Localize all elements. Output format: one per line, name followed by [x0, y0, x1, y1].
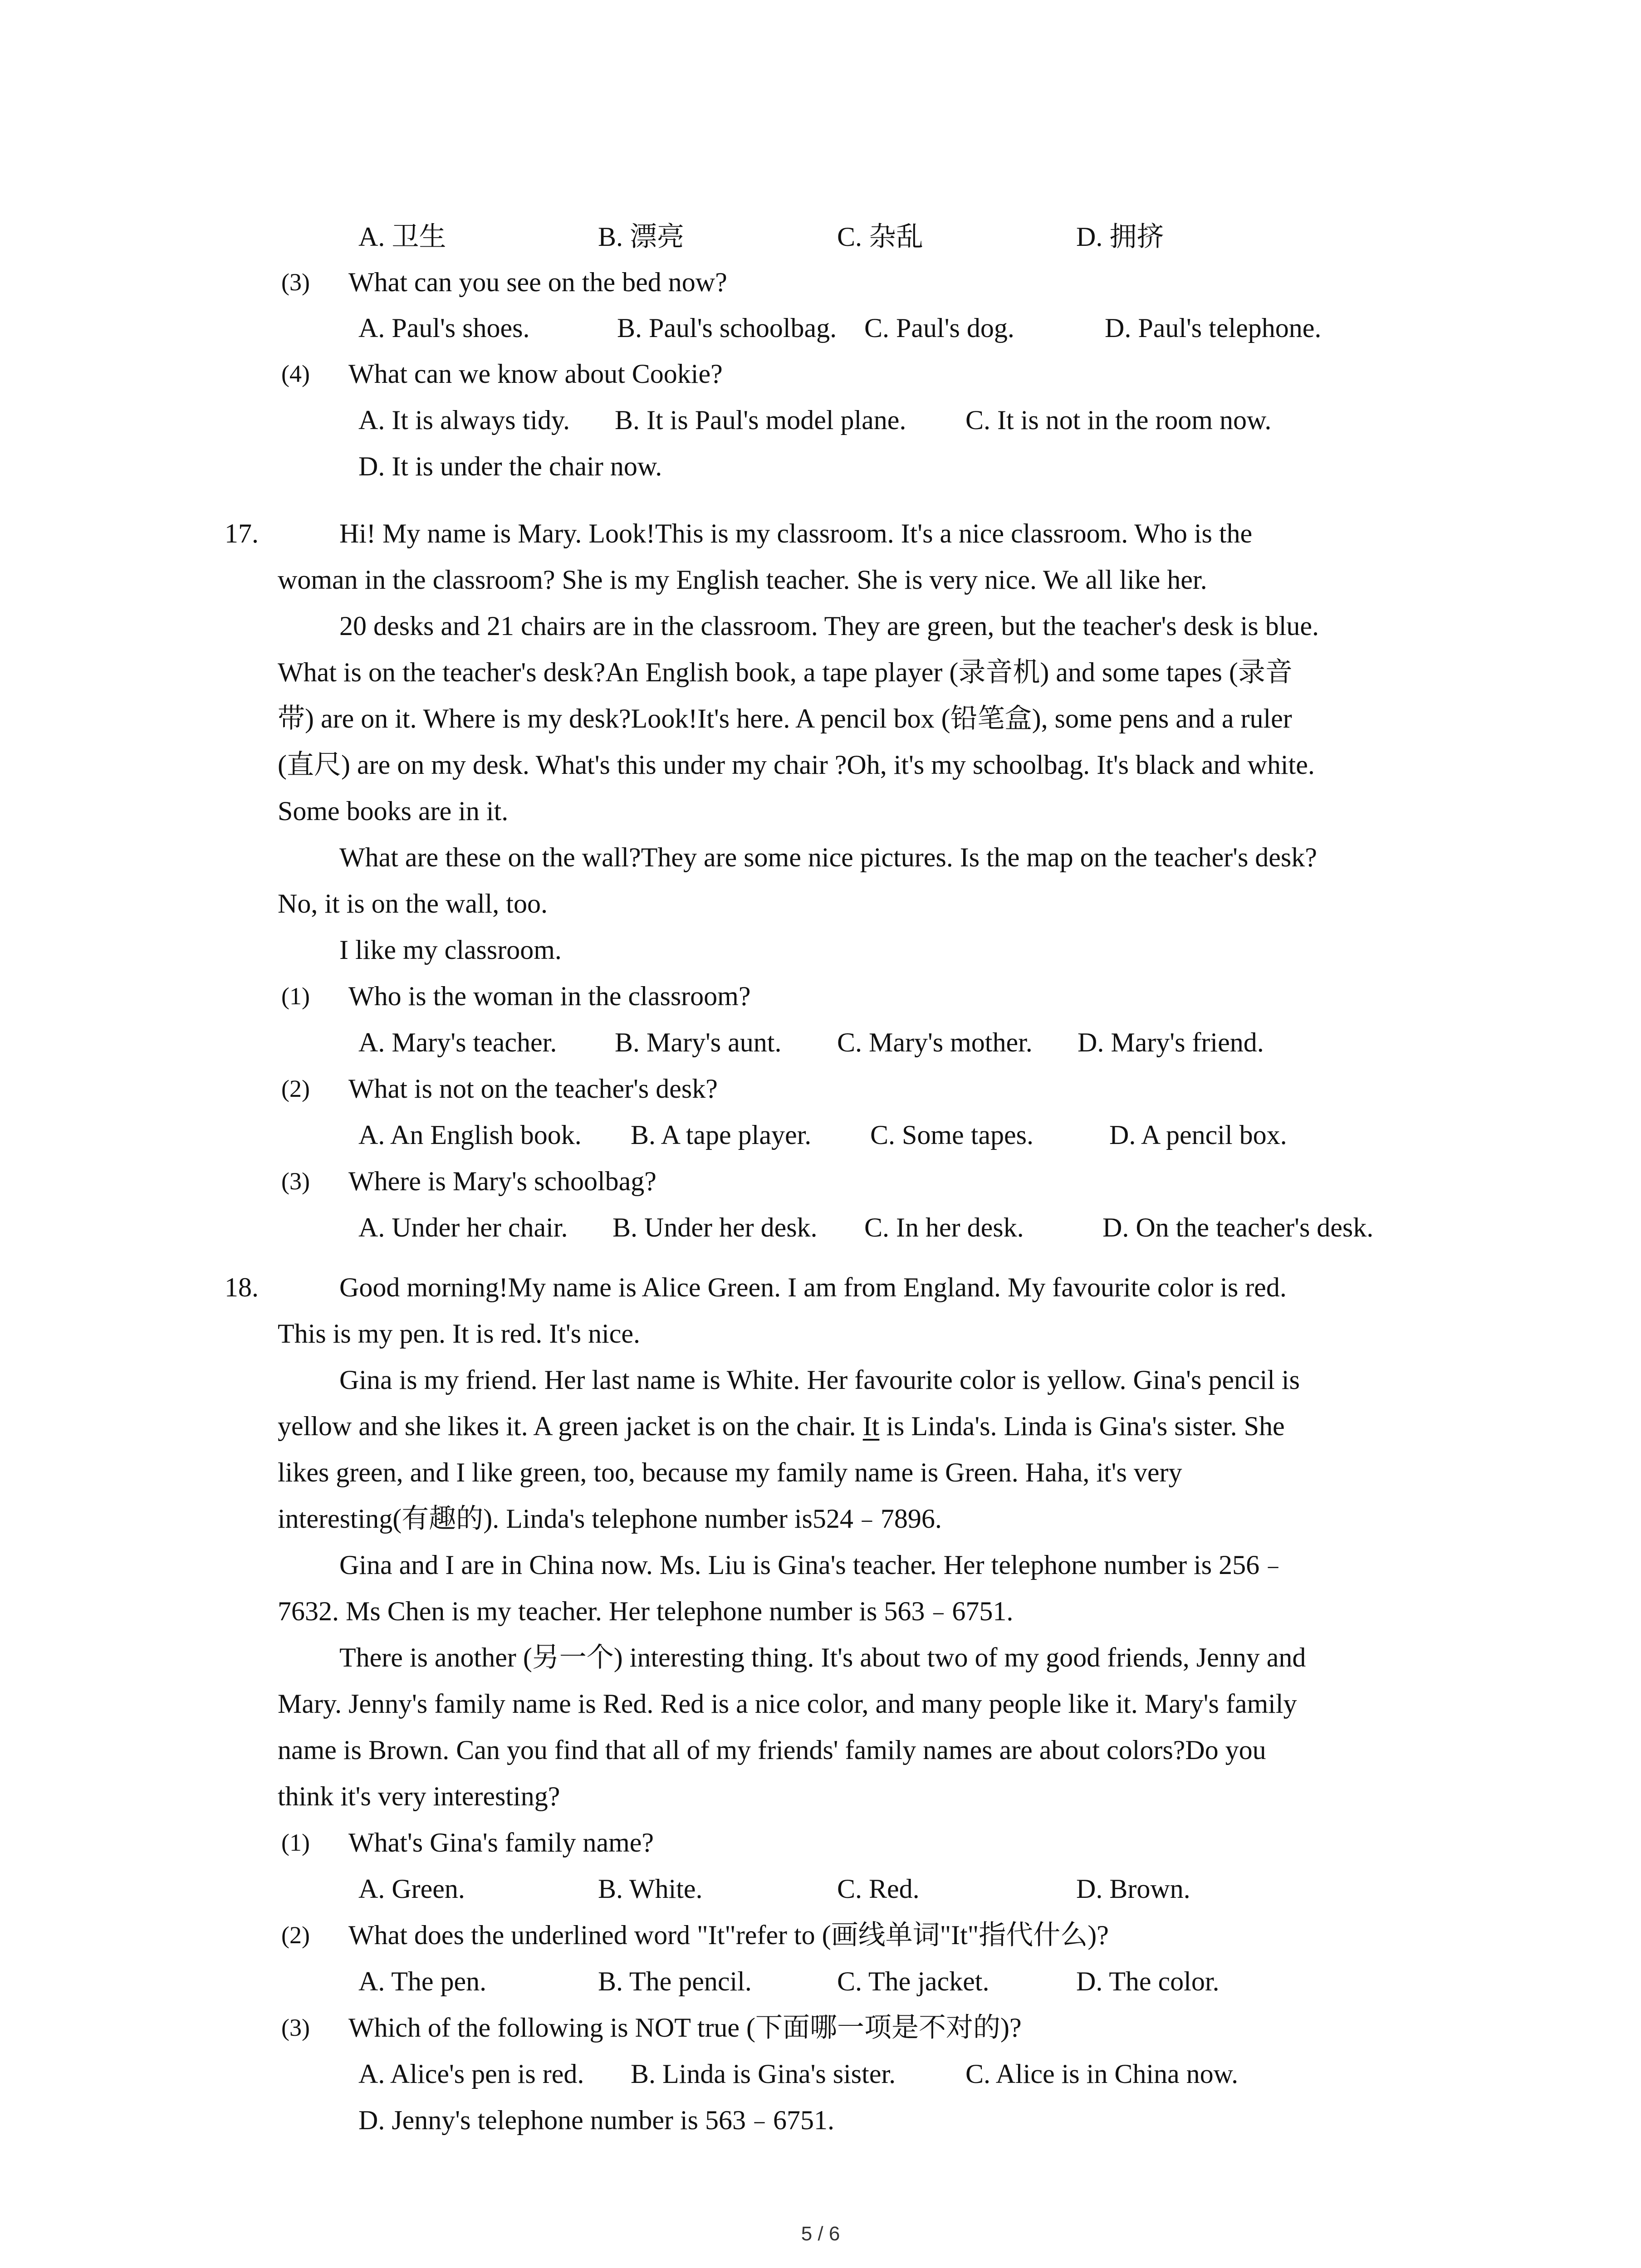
q16-4-option-a: A. It is always tidy. [358, 405, 570, 435]
q17-1-option-b: B. Mary's aunt. [615, 1027, 782, 1057]
underlined-word-it: It [862, 1411, 880, 1441]
q17-number: 17. [225, 518, 259, 548]
q18-3-option-c: C. Alice is in China now. [965, 2059, 1239, 2089]
q17-1-option-d: D. Mary's friend. [1078, 1027, 1264, 1057]
q17-1-number: (1) [281, 982, 310, 1010]
q17-2-option-b: B. A tape player. [631, 1120, 812, 1150]
q17-passage-line: 带) are on it. Where is my desk?Look!It's here. A pencil box (铅笔盒), some pens and a ruler [278, 704, 1292, 733]
q17-passage-line: What is on the teacher's desk?An English book, a tape player (录音机) and some tapes (录音 [278, 657, 1293, 687]
q16-4-option-b: B. It is Paul's model plane. [615, 405, 906, 435]
q17-passage-line: What are these on the wall?They are some nice pictures. Is the map on the teacher's desk? [339, 842, 1317, 872]
q17-passage-line: Some books are in it. [278, 796, 509, 826]
q18-passage-line: This is my pen. It is red. It's nice. [278, 1319, 641, 1349]
q18-passage-line: likes green, and I like green, too, because my family name is Green. Haha, it's very [278, 1457, 1182, 1487]
q16-3-question: What can you see on the bed now? [348, 267, 727, 297]
q18-number: 18. [225, 1272, 259, 1302]
q16-3-option-c: C. Paul's dog. [864, 313, 1014, 343]
q16-2-option-d: D. 拥挤 [1076, 222, 1164, 252]
q16-2-option-b: B. 漂亮 [598, 222, 685, 252]
q17-passage-line: woman in the classroom? She is my English teacher. She is very nice. We all like her. [278, 565, 1207, 595]
page-number: 5 / 6 [801, 2223, 840, 2245]
q17-2-number: (2) [281, 1075, 310, 1102]
q18-3-number: (3) [281, 2014, 310, 2041]
q16-3-option-b: B. Paul's schoolbag. [617, 313, 837, 343]
q18-3-question: Which of the following is NOT true (下面哪一项是不对的)? [348, 2013, 1022, 2043]
q17-passage-line: Hi! My name is Mary. Look!This is my classroom. It's a nice classroom. Who is the [339, 518, 1253, 548]
q16-2-option-a: A. 卫生 [358, 222, 446, 252]
q18-2-question: What does the underlined word "It"refer to (画线单词"It"指代什么)? [348, 1920, 1109, 1950]
q17-2-option-d: D. A pencil box. [1109, 1120, 1287, 1150]
q18-passage-segment: yellow and she likes it. A green jacket is on the chair. [278, 1411, 856, 1441]
q18-1-option-d: D. Brown. [1076, 1874, 1190, 1904]
q18-3-option-b: B. Linda is Gina's sister. [631, 2059, 896, 2089]
q18-1-number: (1) [281, 1829, 310, 1856]
q18-passage-line: There is another (另一个) interesting thing. It's about two of my good friends, Jenny and [339, 1642, 1306, 1672]
q18-2-number: (2) [281, 1921, 310, 1949]
q16-3-option-a: A. Paul's shoes. [358, 313, 530, 343]
q16-3-number: (3) [281, 269, 310, 296]
q18-passage-line: Gina is my friend. Her last name is White. Her favourite color is yellow. Gina's pencil is [339, 1365, 1300, 1395]
q18-3-option-a: A. Alice's pen is red. [358, 2059, 584, 2089]
q18-passage-line: think it's very interesting? [278, 1781, 560, 1811]
q17-2-question: What is not on the teacher's desk? [348, 1074, 718, 1104]
q17-1-option-a: A. Mary's teacher. [358, 1027, 557, 1057]
q17-1-question: Who is the woman in the classroom? [348, 981, 751, 1011]
q18-1-option-a: A. Green. [358, 1874, 465, 1904]
q17-1-option-c: C. Mary's mother. [837, 1027, 1033, 1057]
q18-passage-line: Mary. Jenny's family name is Red. Red is a nice color, and many people like it. Mary's family [278, 1689, 1297, 1719]
q18-passage-line: Good morning!My name is Alice Green. I am from England. My favourite color is red. [339, 1272, 1287, 1302]
q17-passage-line: 20 desks and 21 chairs are in the classroom. They are green, but the teacher's desk is blue. [339, 611, 1319, 641]
q17-passage-line: I like my classroom. [339, 935, 562, 965]
q16-4-number: (4) [281, 360, 310, 387]
q17-3-option-d: D. On the teacher's desk. [1102, 1212, 1374, 1242]
q17-passage-line: No, it is on the wall, too. [278, 889, 548, 919]
q17-passage-line: (直尺) are on my desk. What's this under my chair ?Oh, it's my schoolbag. It's black and white. [278, 750, 1315, 780]
q18-1-option-c: C. Red. [837, 1874, 920, 1904]
q18-2-option-c: C. The jacket. [837, 1966, 989, 1996]
q18-2-option-d: D. The color. [1076, 1966, 1220, 1996]
q17-2-option-c: C. Some tapes. [870, 1120, 1034, 1150]
q17-2-option-a: A. An English book. [358, 1120, 582, 1150]
q17-3-option-a: A. Under her chair. [358, 1212, 568, 1242]
q18-2-option-b: B. The pencil. [598, 1966, 752, 1996]
q16-2-option-c: C. 杂乱 [837, 222, 924, 252]
q18-3-option-d: D. Jenny's telephone number is 563﹣6751. [358, 2105, 835, 2135]
q18-passage-line [278, 1409, 1285, 1443]
q18-passage-line: interesting(有趣的). Linda's telephone number is524﹣7896. [278, 1504, 942, 1534]
q18-1-question: What's Gina's family name? [348, 1828, 654, 1857]
q16-4-option-c: C. It is not in the room now. [965, 405, 1272, 435]
q18-passage-line: Gina and I are in China now. Ms. Liu is Gina's teacher. Her telephone number is 256﹣ [339, 1550, 1287, 1580]
q18-passage-segment: is Linda's. Linda is Gina's sister. She [886, 1411, 1285, 1441]
q18-passage-line: name is Brown. Can you find that all of my friends' family names are about colors?Do you [278, 1735, 1266, 1765]
q17-3-option-c: C. In her desk. [864, 1212, 1024, 1242]
q17-3-question: Where is Mary's schoolbag? [348, 1166, 656, 1196]
q18-passage-line: 7632. Ms Chen is my teacher. Her telephone number is 563﹣6751. [278, 1596, 1014, 1626]
q16-4-question: What can we know about Cookie? [348, 359, 723, 389]
q16-3-option-d: D. Paul's telephone. [1105, 313, 1322, 343]
q17-3-option-b: B. Under her desk. [612, 1212, 818, 1242]
q18-1-option-b: B. White. [598, 1874, 703, 1904]
q16-4-option-d: D. It is under the chair now. [358, 451, 662, 481]
q18-2-option-a: A. The pen. [358, 1966, 487, 1996]
q17-3-number: (3) [281, 1168, 310, 1195]
